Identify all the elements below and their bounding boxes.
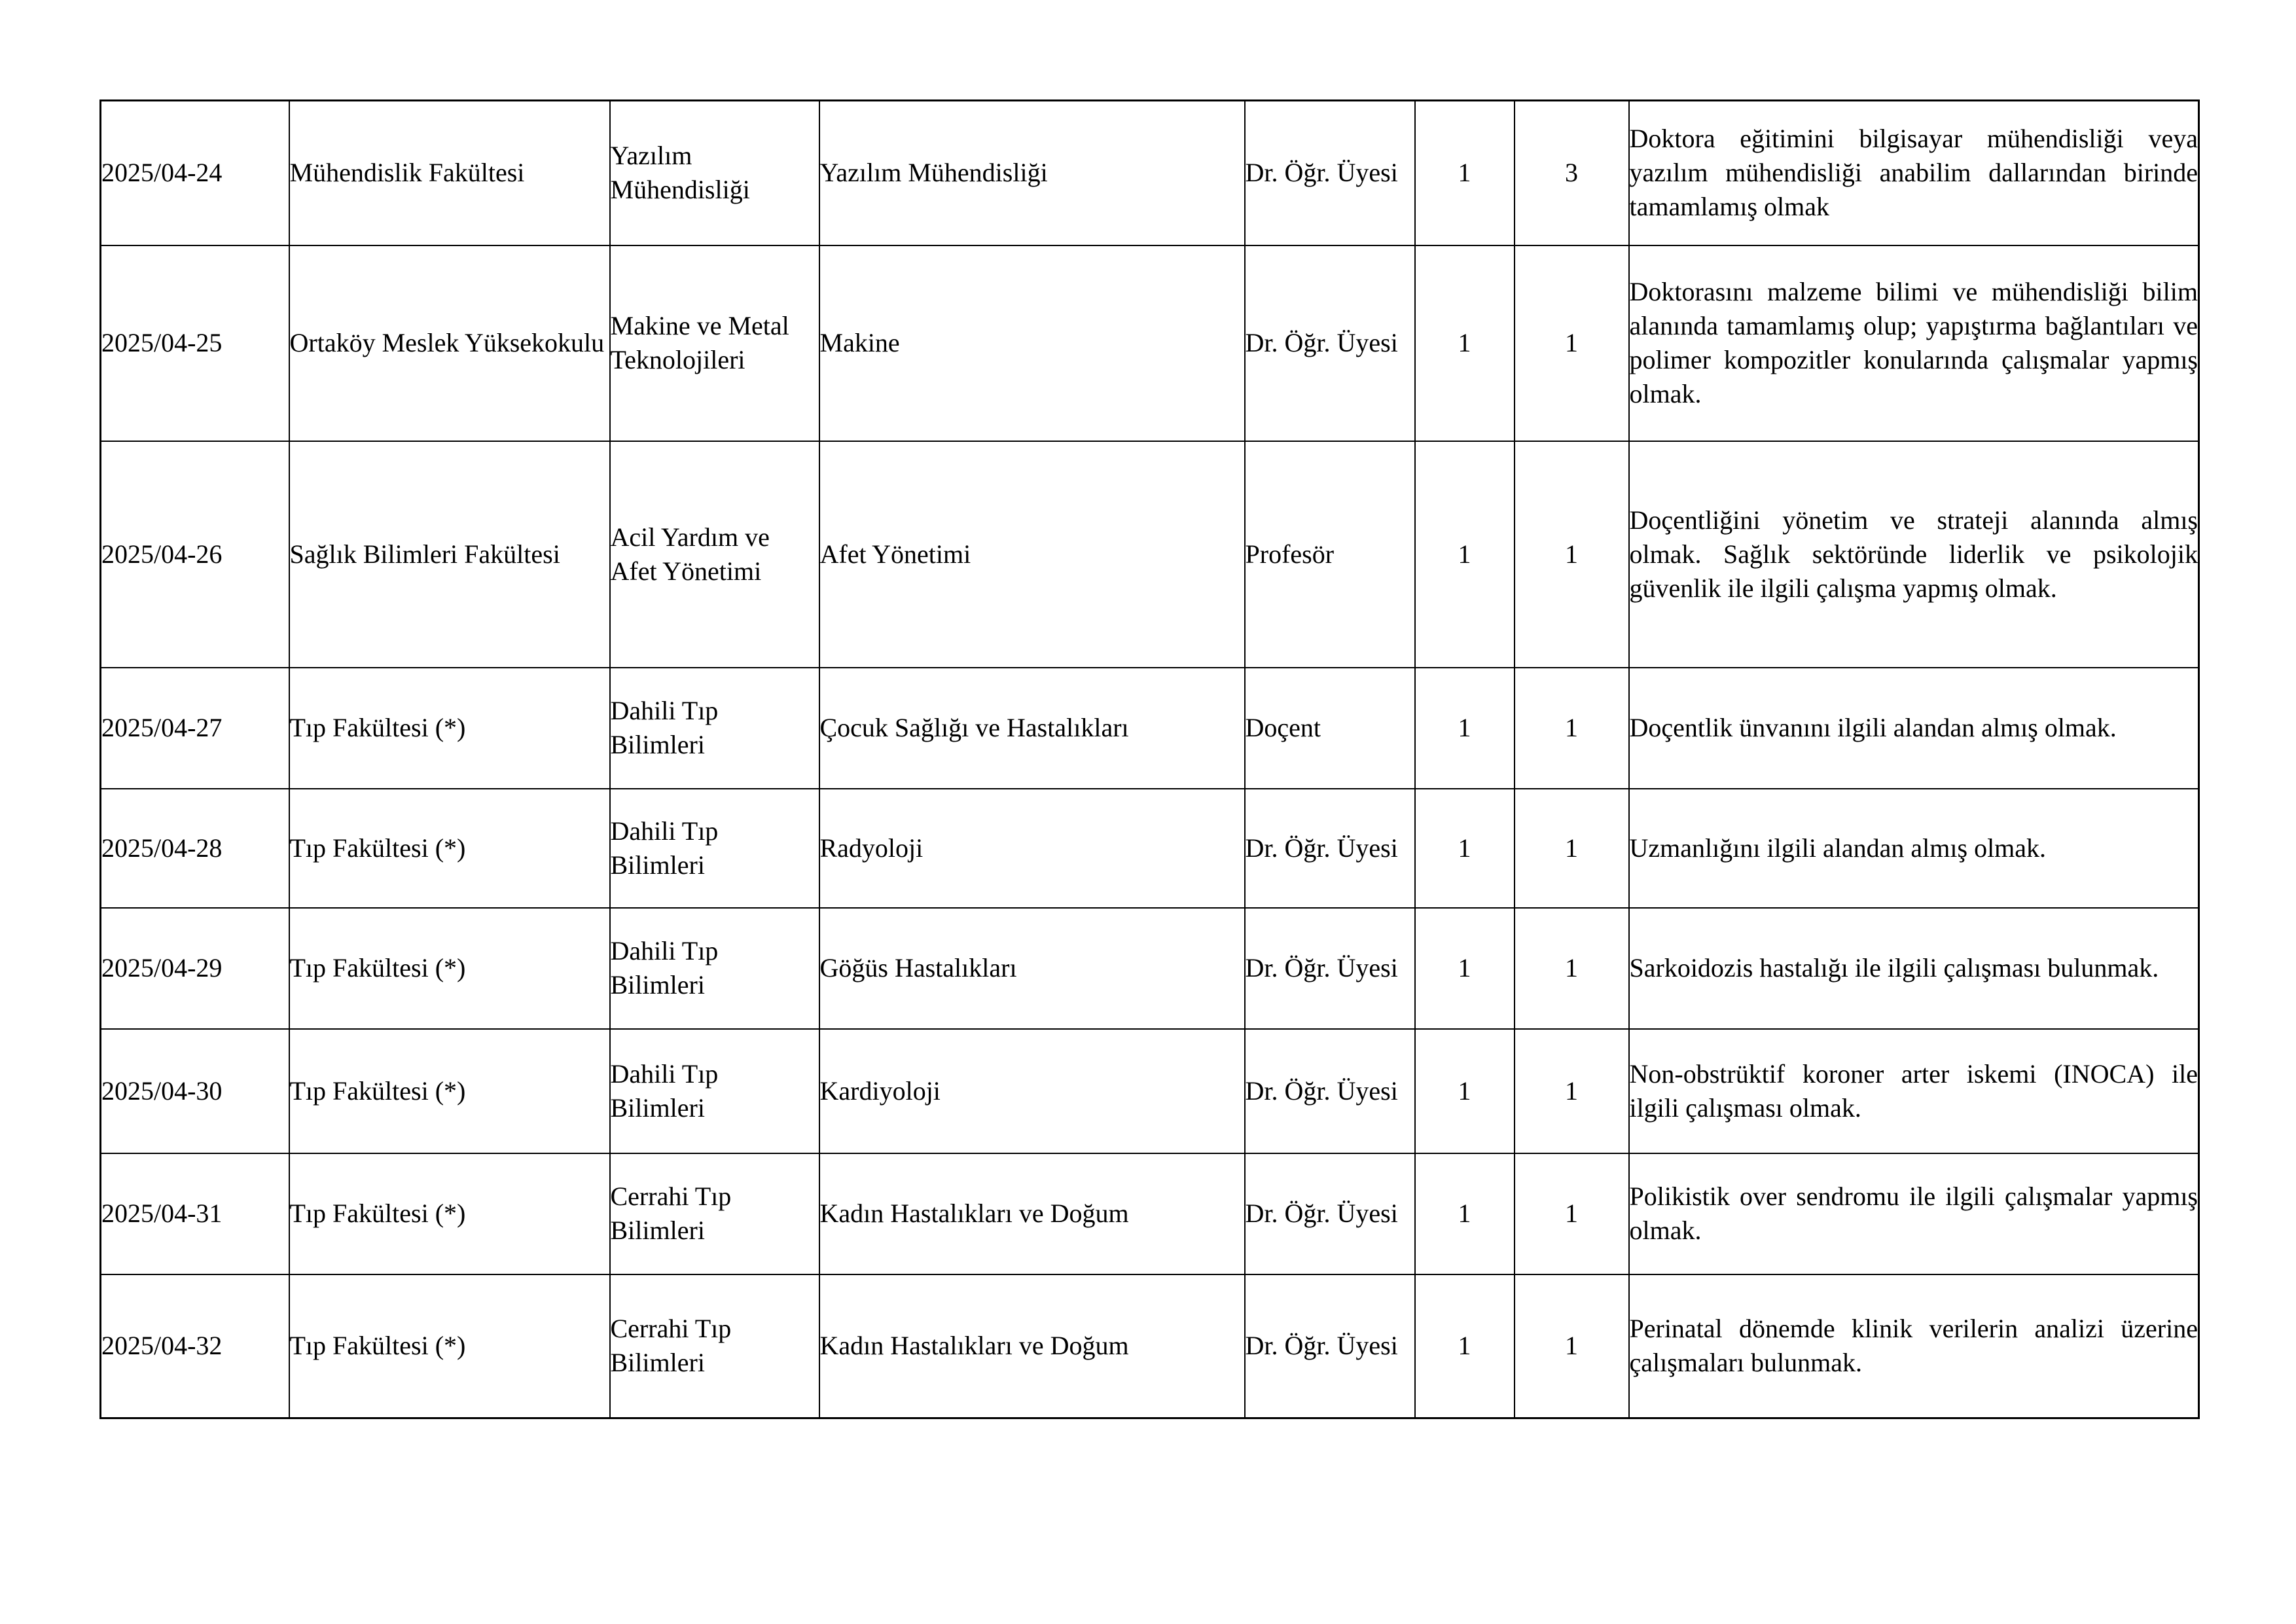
listing-table-container xyxy=(99,99,2198,1419)
cell-degree: 1 xyxy=(1415,1274,1515,1418)
cell-count: 1 xyxy=(1515,245,1629,441)
description-text: Doçentliğini yönetim ve strateji alanında almış olmak. Sağlık sektöründe liderlik ve psikolojik güvenlik ile ilgili çalışma yapmış olmak. xyxy=(1629,505,2198,603)
cell-unit: Sağlık Bilimleri Fakültesi xyxy=(289,441,610,668)
cell-description xyxy=(1629,1029,2199,1153)
cell-count: 1 xyxy=(1515,789,1629,908)
table-row xyxy=(101,1029,2199,1153)
cell-academic-title: Dr. Öğr. Üyesi xyxy=(1245,1274,1415,1418)
cell-description xyxy=(1629,908,2199,1029)
cell-department: Dahili Tıp Bilimleri xyxy=(610,789,819,908)
cell-count: 1 xyxy=(1515,441,1629,668)
cell-announcement-code: 2025/04-31 xyxy=(101,1153,289,1274)
cell-degree: 1 xyxy=(1415,908,1515,1029)
cell-unit: Tıp Fakültesi (*) xyxy=(289,1274,610,1418)
table-row xyxy=(101,1274,2199,1418)
table-row xyxy=(101,245,2199,441)
cell-degree: 1 xyxy=(1415,1153,1515,1274)
table-row xyxy=(101,1153,2199,1274)
cell-program: Göğüs Hastalıkları xyxy=(819,908,1245,1029)
cell-department: Dahili Tıp Bilimleri xyxy=(610,908,819,1029)
cell-count: 1 xyxy=(1515,1029,1629,1153)
cell-description xyxy=(1629,1153,2199,1274)
cell-program: Kadın Hastalıkları ve Doğum xyxy=(819,1274,1245,1418)
description-text: Polikistik over sendromu ile ilgili çalışmalar yapmış olmak. xyxy=(1629,1182,2198,1245)
cell-program: Kardiyoloji xyxy=(819,1029,1245,1153)
cell-unit: Tıp Fakültesi (*) xyxy=(289,668,610,789)
cell-department: Yazılım Mühendisliği xyxy=(610,101,819,245)
cell-description xyxy=(1629,1274,2199,1418)
cell-academic-title: Dr. Öğr. Üyesi xyxy=(1245,1029,1415,1153)
cell-department: Makine ve Metal Teknolojileri xyxy=(610,245,819,441)
cell-count: 1 xyxy=(1515,1274,1629,1418)
cell-degree: 1 xyxy=(1415,441,1515,668)
cell-program: Yazılım Mühendisliği xyxy=(819,101,1245,245)
description-text: Doktorasını malzeme bilimi ve mühendisliği bilim alanında tamamlamış olup; yapıştırma bağlantıları ve polimer kompozitler konularında çalışmalar yapmış olmak. xyxy=(1629,277,2198,408)
cell-academic-title: Dr. Öğr. Üyesi xyxy=(1245,908,1415,1029)
description-text: Non-obstrüktif koroner arter iskemi (INOCA) ile ilgili çalışması olmak. xyxy=(1629,1058,2198,1123)
cell-count: 1 xyxy=(1515,668,1629,789)
cell-description xyxy=(1629,441,2199,668)
cell-announcement-code: 2025/04-26 xyxy=(101,441,289,668)
cell-count: 3 xyxy=(1515,101,1629,245)
cell-count: 1 xyxy=(1515,1153,1629,1274)
cell-unit: Tıp Fakültesi (*) xyxy=(289,789,610,908)
cell-program: Kadın Hastalıkları ve Doğum xyxy=(819,1153,1245,1274)
table-row xyxy=(101,101,2199,245)
cell-program: Makine xyxy=(819,245,1245,441)
cell-department: Cerrahi Tıp Bilimleri xyxy=(610,1153,819,1274)
cell-degree: 1 xyxy=(1415,789,1515,908)
cell-program: Çocuk Sağlığı ve Hastalıkları xyxy=(819,668,1245,789)
cell-academic-title: Dr. Öğr. Üyesi xyxy=(1245,789,1415,908)
cell-announcement-code: 2025/04-29 xyxy=(101,908,289,1029)
cell-academic-title: Dr. Öğr. Üyesi xyxy=(1245,245,1415,441)
cell-description xyxy=(1629,789,2199,908)
cell-academic-title: Doçent xyxy=(1245,668,1415,789)
cell-degree: 1 xyxy=(1415,245,1515,441)
cell-announcement-code: 2025/04-25 xyxy=(101,245,289,441)
description-text: Sarkoidozis hastalığı ile ilgili çalışması bulunmak. xyxy=(1629,953,2159,983)
cell-department: Acil Yardım ve Afet Yönetimi xyxy=(610,441,819,668)
cell-department: Dahili Tıp Bilimleri xyxy=(610,1029,819,1153)
cell-description xyxy=(1629,245,2199,441)
table-row xyxy=(101,441,2199,668)
description-text: Doktora eğitimini bilgisayar mühendisliği veya yazılım mühendisliği anabilim dallarından birinde tamamlamış olmak xyxy=(1629,124,2198,222)
cell-unit: Tıp Fakültesi (*) xyxy=(289,1153,610,1274)
cell-unit: Tıp Fakültesi (*) xyxy=(289,1029,610,1153)
cell-count: 1 xyxy=(1515,908,1629,1029)
table-row xyxy=(101,668,2199,789)
cell-academic-title: Profesör xyxy=(1245,441,1415,668)
cell-description xyxy=(1629,101,2199,245)
cell-degree: 1 xyxy=(1415,1029,1515,1153)
table-row xyxy=(101,789,2199,908)
description-text: Doçentlik ünvanını ilgili alandan almış olmak. xyxy=(1629,713,2117,742)
description-text: Uzmanlığını ilgili alandan almış olmak. xyxy=(1629,833,2047,863)
cell-academic-title: Dr. Öğr. Üyesi xyxy=(1245,1153,1415,1274)
cell-department: Dahili Tıp Bilimleri xyxy=(610,668,819,789)
cell-announcement-code: 2025/04-32 xyxy=(101,1274,289,1418)
cell-program: Radyoloji xyxy=(819,789,1245,908)
cell-announcement-code: 2025/04-28 xyxy=(101,789,289,908)
table-row xyxy=(101,908,2199,1029)
cell-program: Afet Yönetimi xyxy=(819,441,1245,668)
cell-unit: Ortaköy Meslek Yüksekokulu xyxy=(289,245,610,441)
cell-announcement-code: 2025/04-27 xyxy=(101,668,289,789)
cell-academic-title: Dr. Öğr. Üyesi xyxy=(1245,101,1415,245)
cell-announcement-code: 2025/04-24 xyxy=(101,101,289,245)
cell-degree: 1 xyxy=(1415,668,1515,789)
cell-department: Cerrahi Tıp Bilimleri xyxy=(610,1274,819,1418)
cell-unit: Tıp Fakültesi (*) xyxy=(289,908,610,1029)
description-text: Perinatal dönemde klinik verilerin analizi üzerine çalışmaları bulunmak. xyxy=(1629,1314,2198,1378)
cell-announcement-code: 2025/04-30 xyxy=(101,1029,289,1153)
cell-unit: Mühendislik Fakültesi xyxy=(289,101,610,245)
cell-description xyxy=(1629,668,2199,789)
cell-degree: 1 xyxy=(1415,101,1515,245)
position-listing-table xyxy=(99,99,2200,1419)
table-body xyxy=(101,101,2199,1418)
